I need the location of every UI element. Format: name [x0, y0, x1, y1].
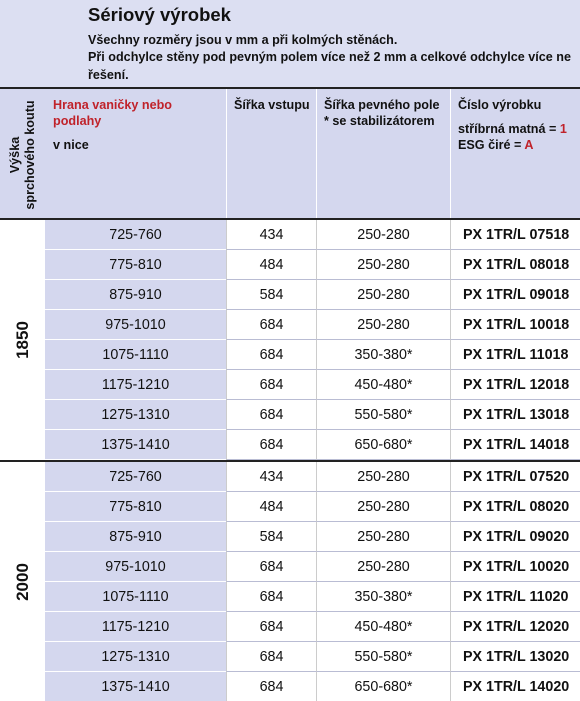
intro-panel — [0, 0, 580, 87]
table-row — [45, 582, 580, 612]
table-row — [45, 310, 580, 340]
table-row — [45, 462, 580, 492]
group-1850 — [0, 220, 580, 460]
fixed-width-cell: 250-280 — [316, 552, 450, 582]
fixed-width-cell: 250-280 — [316, 462, 450, 492]
entry-width-cell: 684 — [226, 340, 316, 370]
product-code-cell: PX 1TR/L 12018 — [450, 370, 580, 400]
product-code-cell: PX 1TR/L 13018 — [450, 400, 580, 430]
finish-silver-label: stříbrná matná = — [458, 122, 560, 136]
table-row — [45, 400, 580, 430]
table-row — [45, 612, 580, 642]
glass-esg-code: A — [524, 138, 534, 152]
product-code-cell: PX 1TR/L 11018 — [450, 340, 580, 370]
table-row — [45, 250, 580, 280]
fixed-width-cell: 250-280 — [316, 280, 450, 310]
header-tray-edge-line-1: Hrana vaničky nebo — [53, 98, 172, 112]
fixed-width-cell: 350-380* — [316, 582, 450, 612]
finish-silver-code: 1 — [559, 122, 567, 136]
tray-edge-cell: 1375-1410 — [45, 672, 226, 701]
table-row — [45, 672, 580, 701]
table-row — [45, 370, 580, 400]
product-code-cell: PX 1TR/L 09020 — [450, 522, 580, 552]
intro-line-1: Všechny rozměry jsou v mm a při kolmých stěnách. — [88, 33, 398, 47]
table-row — [45, 492, 580, 522]
entry-width-cell: 434 — [226, 462, 316, 492]
product-code-cell: PX 1TR/L 07518 — [450, 220, 580, 250]
fixed-width-cell: 250-280 — [316, 220, 450, 250]
product-code-cell: PX 1TR/L 14020 — [450, 672, 580, 701]
fixed-width-cell: 250-280 — [316, 310, 450, 340]
glass-esg-label: ESG čiré = — [458, 138, 525, 152]
product-code-cell: PX 1TR/L 12020 — [450, 612, 580, 642]
entry-width-cell: 684 — [226, 612, 316, 642]
entry-width-cell: 684 — [226, 582, 316, 612]
header-height-line-1: Výška — [7, 136, 22, 173]
fixed-width-cell: 350-380* — [316, 340, 450, 370]
product-code-cell: PX 1TR/L 10018 — [450, 310, 580, 340]
entry-width-cell: 684 — [226, 552, 316, 582]
header-product-number-line-3 — [458, 137, 567, 153]
intro-line-2: Při odchylce stěny pod pevným polem více než 2 mm a celkové odchylce více ne — [88, 50, 571, 64]
group-height-value: 1850 — [12, 321, 32, 359]
table-row — [45, 430, 580, 460]
tray-edge-cell: 975-1010 — [45, 310, 226, 340]
entry-width-cell: 684 — [226, 400, 316, 430]
product-code-cell: PX 1TR/L 08018 — [450, 250, 580, 280]
entry-width-cell: 684 — [226, 430, 316, 460]
entry-width-cell: 584 — [226, 522, 316, 552]
product-code-cell: PX 1TR/L 09018 — [450, 280, 580, 310]
header-fixed-width-line-1: Šířka pevného pole — [324, 98, 440, 112]
tray-edge-cell: 1075-1110 — [45, 340, 226, 370]
group-height-label — [0, 220, 45, 460]
product-code-cell: PX 1TR/L 10020 — [450, 552, 580, 582]
table-row — [45, 552, 580, 582]
header-product-number-text — [458, 97, 567, 153]
header-entry-width — [226, 87, 316, 220]
header-entry-width-text: Šířka vstupu — [234, 98, 310, 112]
table-row — [45, 340, 580, 370]
header-tray-edge-text — [53, 97, 172, 153]
intro-line-3: řešení. — [88, 68, 129, 82]
header-height-line-2: sprchového koutu — [22, 99, 37, 210]
table-row — [45, 642, 580, 672]
group-rows — [45, 462, 580, 701]
product-code-cell: PX 1TR/L 08020 — [450, 492, 580, 522]
entry-width-cell: 684 — [226, 310, 316, 340]
tray-edge-cell: 875-910 — [45, 522, 226, 552]
tray-edge-cell: 1175-1210 — [45, 612, 226, 642]
header-tray-edge-line-2: podlahy — [53, 114, 102, 128]
entry-width-cell: 484 — [226, 492, 316, 522]
tray-edge-cell: 1175-1210 — [45, 370, 226, 400]
header-height-label — [8, 100, 38, 209]
header-product-number-line-1: Číslo výrobku — [458, 98, 542, 112]
header-product-number — [450, 87, 580, 220]
entry-width-cell: 684 — [226, 642, 316, 672]
header-tray-edge — [45, 87, 226, 220]
entry-width-cell: 684 — [226, 370, 316, 400]
entry-width-cell: 484 — [226, 250, 316, 280]
header-fixed-width-text — [324, 97, 439, 129]
table-row — [45, 280, 580, 310]
entry-width-cell: 434 — [226, 220, 316, 250]
group-height-value: 2000 — [12, 563, 32, 601]
tray-edge-cell: 875-910 — [45, 280, 226, 310]
fixed-width-cell: 550-580* — [316, 400, 450, 430]
table-row — [45, 220, 580, 250]
product-code-cell: PX 1TR/L 13020 — [450, 642, 580, 672]
header-fixed-width-line-2: * se stabilizátorem — [324, 114, 435, 128]
tray-edge-cell: 1275-1310 — [45, 400, 226, 430]
fixed-width-cell: 650-680* — [316, 672, 450, 701]
page-title: Sériový výrobek — [88, 4, 231, 25]
fixed-width-cell: 650-680* — [316, 430, 450, 460]
tray-edge-cell: 725-760 — [45, 462, 226, 492]
group-rows — [45, 220, 580, 460]
entry-width-cell: 684 — [226, 672, 316, 701]
table-row — [45, 522, 580, 552]
header-product-number-line-2 — [458, 121, 567, 137]
tray-edge-cell: 975-1010 — [45, 552, 226, 582]
product-code-cell: PX 1TR/L 11020 — [450, 582, 580, 612]
product-code-cell: PX 1TR/L 07520 — [450, 462, 580, 492]
header-tray-edge-line-3: v nice — [53, 138, 89, 152]
fixed-width-cell: 250-280 — [316, 250, 450, 280]
group-2000 — [0, 462, 580, 701]
tray-edge-cell: 1075-1110 — [45, 582, 226, 612]
fixed-width-cell: 450-480* — [316, 612, 450, 642]
tray-edge-cell: 775-810 — [45, 250, 226, 280]
product-code-cell: PX 1TR/L 14018 — [450, 430, 580, 460]
fixed-width-cell: 250-280 — [316, 492, 450, 522]
tray-edge-cell: 1275-1310 — [45, 642, 226, 672]
entry-width-cell: 584 — [226, 280, 316, 310]
group-height-label — [0, 462, 45, 701]
tray-edge-cell: 1375-1410 — [45, 430, 226, 460]
tray-edge-cell: 725-760 — [45, 220, 226, 250]
tray-edge-cell: 775-810 — [45, 492, 226, 522]
header-fixed-width — [316, 87, 450, 220]
fixed-width-cell: 250-280 — [316, 522, 450, 552]
fixed-width-cell: 550-580* — [316, 642, 450, 672]
header-height-column — [0, 87, 45, 220]
fixed-width-cell: 450-480* — [316, 370, 450, 400]
